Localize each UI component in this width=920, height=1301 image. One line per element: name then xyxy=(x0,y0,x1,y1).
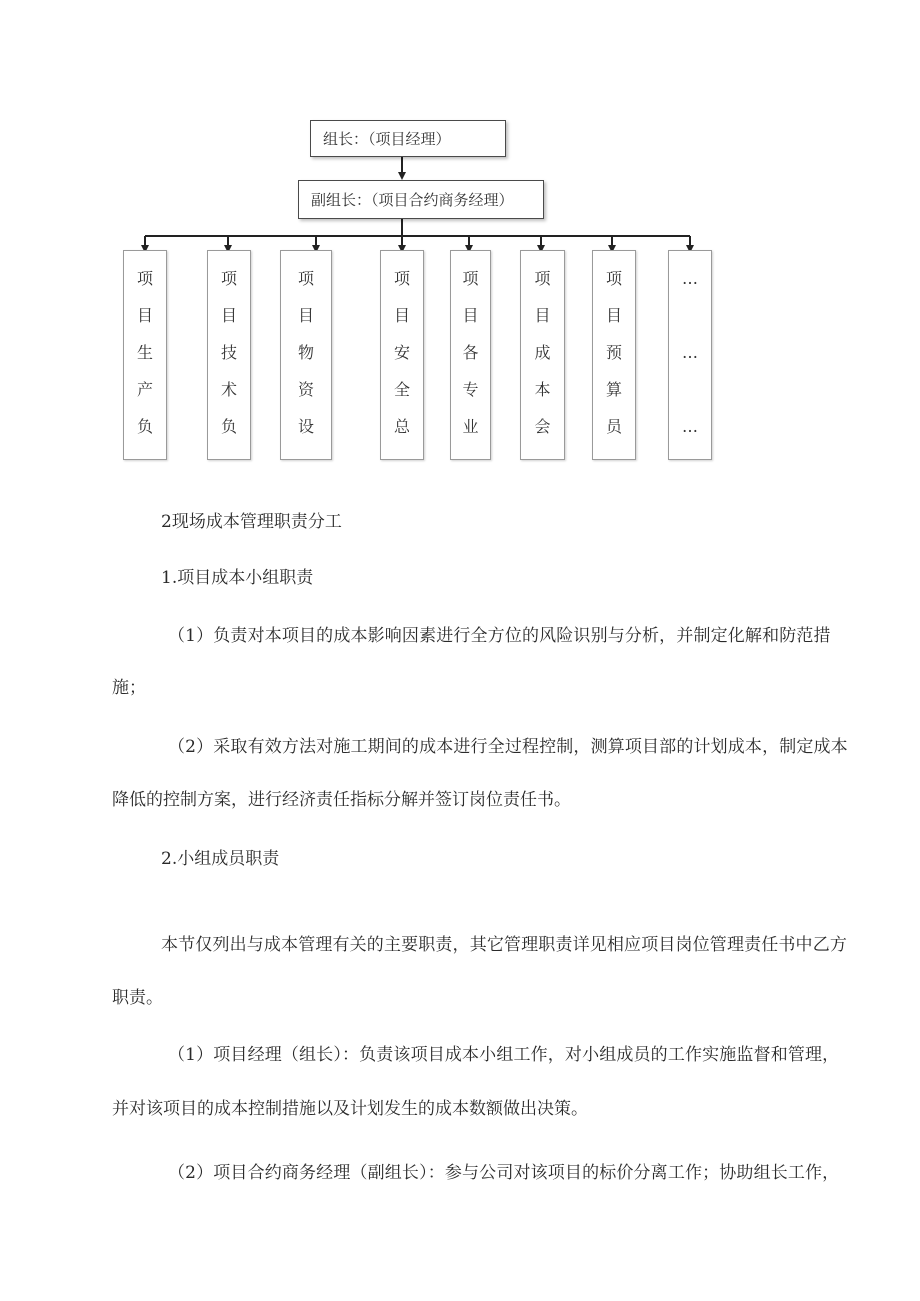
sub2-intro-line-1: 本节仅列出与成本管理有关的主要职责，其它管理职责详见相应项目岗位管理责任书中乙方 xyxy=(161,935,847,955)
member-box-char: 项 xyxy=(220,269,237,288)
member-box-char: 算 xyxy=(605,380,622,399)
member-box-char: 业 xyxy=(462,417,479,436)
sub2-paragraph-1-line-1: （1）项目经理（组长）：负责该项目成本小组工作，对小组成员的工作实施监督和管理， xyxy=(168,1045,840,1065)
member-box-char: 项 xyxy=(136,269,153,288)
member-box-char: 术 xyxy=(220,380,237,399)
member-box xyxy=(280,250,332,460)
member-box-char: 全 xyxy=(393,380,410,399)
member-box-char: 项 xyxy=(462,269,479,288)
member-box-char: 负 xyxy=(136,417,153,436)
sub1-paragraph-2-line-2: 降低的控制方案，进行经济责任指标分解并签订岗位责任书。 xyxy=(112,790,571,810)
member-box-char: 负 xyxy=(220,417,237,436)
member-box-char: 目 xyxy=(297,306,314,325)
member-box-char: 目 xyxy=(605,306,622,325)
member-box xyxy=(207,250,251,460)
member-box-char: 项 xyxy=(297,269,314,288)
member-box-char: … xyxy=(682,343,698,362)
member-box-char: 项 xyxy=(393,269,410,288)
member-box-char: 员 xyxy=(605,417,622,436)
section-heading: 2现场成本管理职责分工 xyxy=(161,512,342,532)
sub2-paragraph-2-line-1: （2）项目合约商务经理（副组长）：参与公司对该项目的标价分离工作；协助组长工作， xyxy=(168,1163,840,1183)
member-box-char: 目 xyxy=(462,306,479,325)
member-box-char: 成 xyxy=(534,343,551,362)
member-box-char: 各 xyxy=(462,343,479,362)
member-box-char: 目 xyxy=(534,306,551,325)
member-box-char: 总 xyxy=(393,417,410,436)
member-box xyxy=(668,250,712,460)
member-box-char: 设 xyxy=(297,417,314,436)
member-box-char: 产 xyxy=(136,380,153,399)
member-box-char: 预 xyxy=(605,343,622,362)
sub1-paragraph-1-line-2: 施； xyxy=(112,678,146,698)
member-box-char: … xyxy=(682,417,698,436)
member-box-char: 专 xyxy=(462,380,479,399)
sub1-paragraph-1-line-1: （1）负责对本项目的成本影响因素进行全方位的风险识别与分析，并制定化解和防范措 xyxy=(168,626,831,646)
subsection-2-heading: 2.小组成员职责 xyxy=(161,849,280,869)
deputy-box xyxy=(298,180,544,219)
member-box-char: 目 xyxy=(393,306,410,325)
member-box-char: 目 xyxy=(136,306,153,325)
member-box xyxy=(380,250,424,460)
member-box-char: 项 xyxy=(605,269,622,288)
deputy-label: 副组长：（项目合约商务经理） xyxy=(311,191,514,209)
sub1-paragraph-2-line-1: （2）采取有效方法对施工期间的成本进行全过程控制，测算项目部的计划成本，制定成本 xyxy=(168,737,848,757)
sub2-intro-line-2: 职责。 xyxy=(112,988,163,1008)
member-box xyxy=(123,250,167,460)
member-box xyxy=(450,250,491,460)
member-box-char: 目 xyxy=(220,306,237,325)
member-box-char: 资 xyxy=(297,380,314,399)
sub2-paragraph-1-line-2: 并对该项目的成本控制措施以及计划发生的成本数额做出决策。 xyxy=(112,1099,588,1119)
member-box-char: 安 xyxy=(393,343,410,362)
member-box-char: 物 xyxy=(297,343,314,362)
leader-label: 组长：（项目经理） xyxy=(323,130,451,148)
member-box-char: 本 xyxy=(534,380,551,399)
member-box-char: 生 xyxy=(136,343,153,362)
subsection-1-heading: 1.项目成本小组职责 xyxy=(161,568,314,588)
member-box-char: 会 xyxy=(534,417,551,436)
member-box xyxy=(520,250,565,460)
member-box-char: … xyxy=(682,269,698,288)
member-box xyxy=(592,250,636,460)
leader-box xyxy=(310,120,506,157)
member-box-char: 项 xyxy=(534,269,551,288)
member-box-char: 技 xyxy=(220,343,237,362)
